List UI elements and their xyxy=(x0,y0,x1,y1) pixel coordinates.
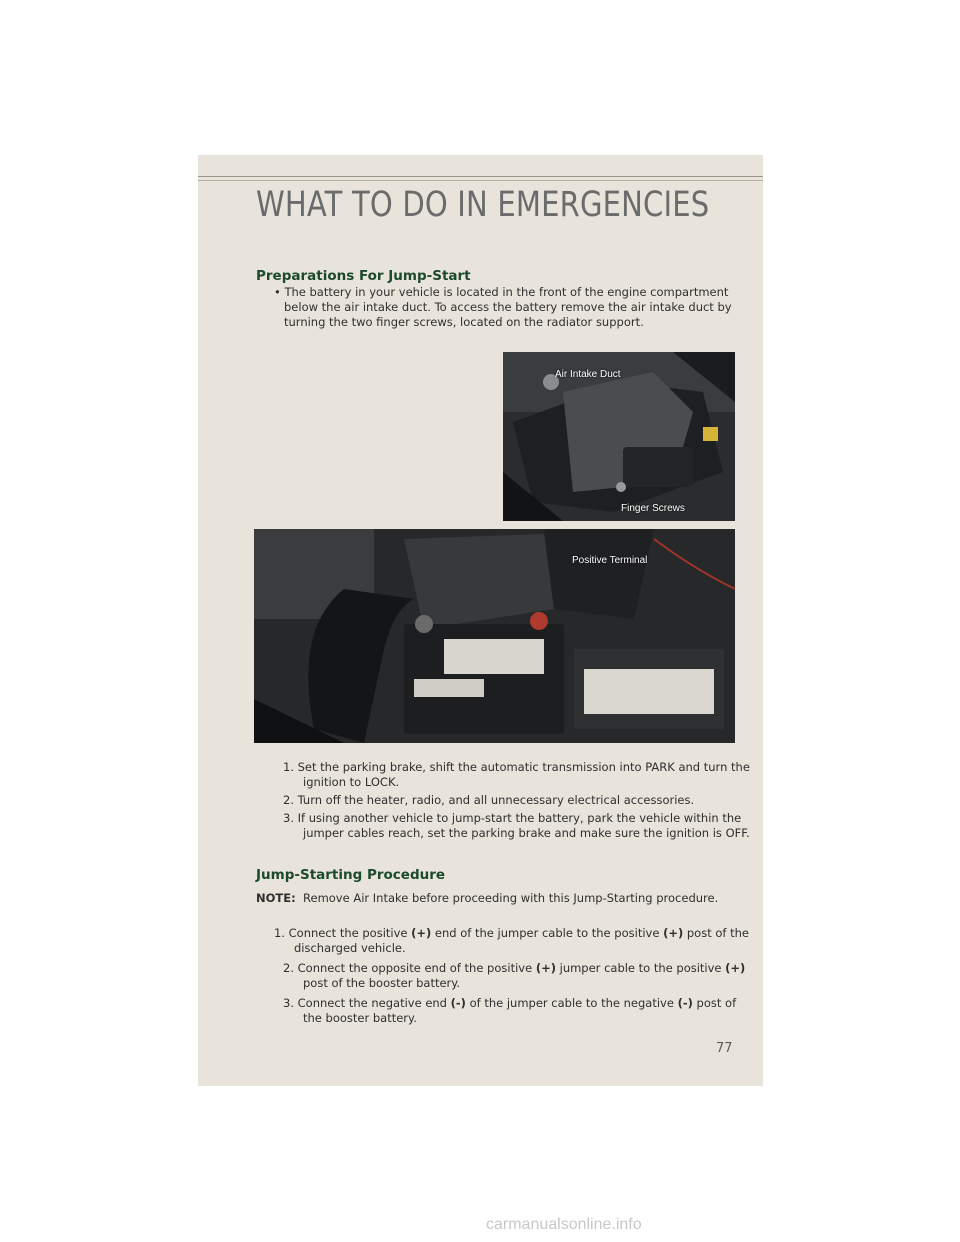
note-paragraph xyxy=(256,891,736,906)
header-rule-secondary xyxy=(198,180,763,181)
step3-text-c: post of the booster battery. xyxy=(303,996,737,1025)
step-a-2: 2. Turn off the heater, radio, and all unnecessary electrical accessories. xyxy=(283,793,695,807)
step3-sign-2: (-) xyxy=(677,996,693,1010)
prep-heading: Preparations For Jump-Start xyxy=(256,268,471,284)
step2-text-c: post of the booster battery. xyxy=(303,976,461,990)
step2-text-a: 2. Connect the opposite end of the positive xyxy=(283,961,536,975)
step1-text-b: end of the jumper cable to the positive xyxy=(431,926,664,940)
header-rule xyxy=(198,176,763,177)
jump-step-3 xyxy=(283,996,756,1026)
step2-text-b: jumper cable to the positive xyxy=(555,961,726,975)
note-label: NOTE: xyxy=(256,891,296,905)
step1-text-a: 1. Connect the positive xyxy=(274,926,412,940)
step3-text-b: of the jumper cable to the negative xyxy=(465,996,678,1010)
step2-sign-1: (+) xyxy=(535,961,556,975)
page-number: 77 xyxy=(716,1041,733,1056)
step3-text-a: 3. Connect the negative end xyxy=(283,996,451,1010)
positive-terminal-label: Positive Terminal xyxy=(572,555,648,566)
watermark-link[interactable]: carmanualsonline.info xyxy=(486,1216,642,1233)
step-a-3: 3. If using another vehicle to jump-start the battery, park the vehicle within the jumper cables reach, set the parking brake and make sure the ignition is OFF. xyxy=(283,811,750,840)
jump-step-1 xyxy=(274,926,756,956)
air-intake-photo xyxy=(503,352,735,521)
step1-sign-2: (+) xyxy=(663,926,684,940)
note-text: Remove Air Intake before proceeding with this Jump-Starting procedure. xyxy=(303,891,719,905)
step1-sign-1: (+) xyxy=(411,926,432,940)
air-intake-duct-label: Air Intake Duct xyxy=(555,369,621,380)
step2-sign-2: (+) xyxy=(725,961,746,975)
manual-page xyxy=(198,155,763,1086)
jump-heading: Jump-Starting Procedure xyxy=(256,867,446,883)
step3-sign-1: (-) xyxy=(450,996,466,1010)
section-title: WHAT TO DO IN EMERGENCIES xyxy=(256,185,710,225)
battery-photo xyxy=(254,529,735,743)
step-a-1: 1. Set the parking brake, shift the automatic transmission into PARK and turn the ignition to LOCK. xyxy=(283,760,750,789)
prep-bullet: • The battery in your vehicle is located in the front of the engine compartment below the air intake duct. To access the battery remove the air intake duct by turning the two finger screws, located on the radiator support. xyxy=(274,285,732,329)
step1-text-c: post of the discharged vehicle. xyxy=(294,926,749,955)
finger-screws-label: Finger Screws xyxy=(621,503,685,514)
jump-step-2 xyxy=(283,961,756,991)
